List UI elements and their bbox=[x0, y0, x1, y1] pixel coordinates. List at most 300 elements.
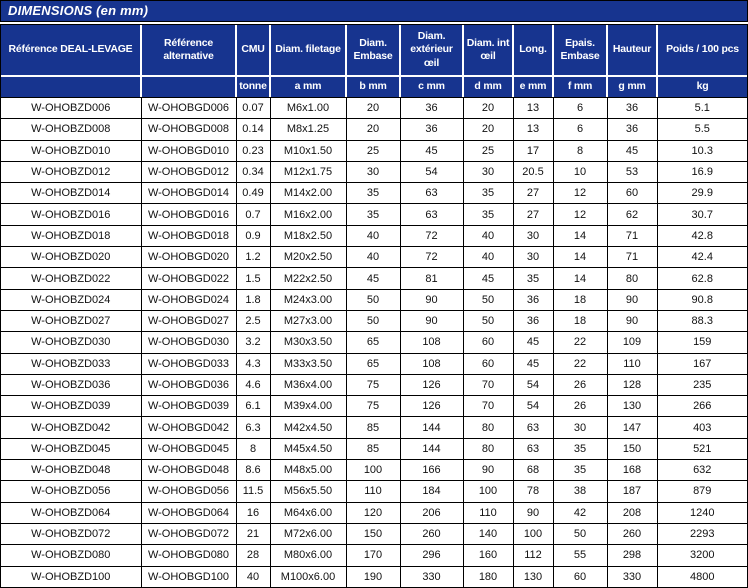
table-row bbox=[1, 417, 747, 438]
value-cell: 22 bbox=[553, 353, 607, 374]
value-cell: 1240 bbox=[657, 502, 747, 523]
value-cell: 206 bbox=[400, 502, 463, 523]
value-cell: 45 bbox=[346, 268, 400, 289]
column-header: Référence DEAL-LEVAGE bbox=[1, 25, 141, 76]
value-cell: 88.3 bbox=[657, 310, 747, 331]
value-cell: 35 bbox=[553, 438, 607, 459]
reference-alt-cell: W-OHOBGD014 bbox=[141, 183, 236, 204]
value-cell: 17 bbox=[513, 140, 553, 161]
value-cell: 144 bbox=[400, 438, 463, 459]
value-cell: 180 bbox=[463, 566, 513, 587]
table-row bbox=[1, 502, 747, 523]
value-cell: 60 bbox=[553, 566, 607, 587]
table-row bbox=[1, 140, 747, 161]
reference-alt-cell: W-OHOBGD100 bbox=[141, 566, 236, 587]
value-cell: 8 bbox=[236, 438, 270, 459]
value-cell: 40 bbox=[463, 247, 513, 268]
value-cell: 90 bbox=[463, 460, 513, 481]
value-cell: 78 bbox=[513, 481, 553, 502]
value-cell: 403 bbox=[657, 417, 747, 438]
value-cell: 100 bbox=[463, 481, 513, 502]
value-cell: 25 bbox=[463, 140, 513, 161]
value-cell: 298 bbox=[607, 545, 657, 566]
value-cell: 20.5 bbox=[513, 161, 553, 182]
value-cell: M16x2.00 bbox=[270, 204, 346, 225]
value-cell: M36x4.00 bbox=[270, 374, 346, 395]
table-title-bar bbox=[0, 0, 748, 22]
value-cell: 36 bbox=[400, 119, 463, 140]
reference-alt-cell: W-OHOBGD033 bbox=[141, 353, 236, 374]
value-cell: 80 bbox=[463, 417, 513, 438]
value-cell: 80 bbox=[607, 268, 657, 289]
value-cell: 30 bbox=[463, 161, 513, 182]
value-cell: 63 bbox=[513, 438, 553, 459]
reference-alt-cell: W-OHOBGD042 bbox=[141, 417, 236, 438]
column-unit-header: kg bbox=[657, 76, 747, 97]
column-unit-header: d mm bbox=[463, 76, 513, 97]
reference-cell: W-OHOBZD006 bbox=[1, 98, 141, 119]
reference-cell: W-OHOBZD080 bbox=[1, 545, 141, 566]
value-cell: M18x2.50 bbox=[270, 225, 346, 246]
value-cell: 6 bbox=[553, 119, 607, 140]
header-unit-row bbox=[1, 76, 747, 97]
value-cell: 20 bbox=[463, 119, 513, 140]
value-cell: 0.49 bbox=[236, 183, 270, 204]
value-cell: 45 bbox=[463, 268, 513, 289]
reference-cell: W-OHOBZD030 bbox=[1, 332, 141, 353]
value-cell: 109 bbox=[607, 332, 657, 353]
value-cell: 6 bbox=[553, 98, 607, 119]
column-unit-header: c mm bbox=[400, 76, 463, 97]
column-header: Diam. extérieur œil bbox=[400, 25, 463, 76]
value-cell: 296 bbox=[400, 545, 463, 566]
value-cell: 130 bbox=[513, 566, 553, 587]
value-cell: 330 bbox=[400, 566, 463, 587]
value-cell: 90 bbox=[513, 502, 553, 523]
value-cell: 13 bbox=[513, 98, 553, 119]
table-row bbox=[1, 289, 747, 310]
reference-cell: W-OHOBZD045 bbox=[1, 438, 141, 459]
value-cell: M45x4.50 bbox=[270, 438, 346, 459]
value-cell: M27x3.00 bbox=[270, 310, 346, 331]
value-cell: 126 bbox=[400, 374, 463, 395]
value-cell: 10 bbox=[553, 161, 607, 182]
value-cell: 11.5 bbox=[236, 481, 270, 502]
reference-cell: W-OHOBZD010 bbox=[1, 140, 141, 161]
reference-alt-cell: W-OHOBGD048 bbox=[141, 460, 236, 481]
value-cell: M22x2.50 bbox=[270, 268, 346, 289]
reference-cell: W-OHOBZD072 bbox=[1, 523, 141, 544]
table-row bbox=[1, 460, 747, 481]
value-cell: 50 bbox=[346, 289, 400, 310]
value-cell: M6x1.00 bbox=[270, 98, 346, 119]
value-cell: 53 bbox=[607, 161, 657, 182]
value-cell: M30x3.50 bbox=[270, 332, 346, 353]
column-header: Diam. int œil bbox=[463, 25, 513, 76]
reference-cell: W-OHOBZD048 bbox=[1, 460, 141, 481]
table-row bbox=[1, 523, 747, 544]
value-cell: 100 bbox=[513, 523, 553, 544]
value-cell: 80 bbox=[463, 438, 513, 459]
value-cell: 36 bbox=[400, 98, 463, 119]
column-header: Diam. filetage bbox=[270, 25, 346, 76]
table-row bbox=[1, 183, 747, 204]
reference-alt-cell: W-OHOBGD045 bbox=[141, 438, 236, 459]
value-cell: 26 bbox=[553, 374, 607, 395]
value-cell: 40 bbox=[346, 247, 400, 268]
value-cell: M20x2.50 bbox=[270, 247, 346, 268]
value-cell: 4.3 bbox=[236, 353, 270, 374]
value-cell: 108 bbox=[400, 353, 463, 374]
reference-alt-cell: W-OHOBGD012 bbox=[141, 161, 236, 182]
value-cell: 30 bbox=[553, 417, 607, 438]
table-row bbox=[1, 438, 747, 459]
reference-alt-cell: W-OHOBGD080 bbox=[141, 545, 236, 566]
value-cell: 8 bbox=[553, 140, 607, 161]
value-cell: 42.4 bbox=[657, 247, 747, 268]
value-cell: 187 bbox=[607, 481, 657, 502]
value-cell: 170 bbox=[346, 545, 400, 566]
value-cell: 521 bbox=[657, 438, 747, 459]
reference-alt-cell: W-OHOBGD039 bbox=[141, 396, 236, 417]
value-cell: M14x2.00 bbox=[270, 183, 346, 204]
value-cell: 55 bbox=[553, 545, 607, 566]
value-cell: 110 bbox=[463, 502, 513, 523]
value-cell: 3200 bbox=[657, 545, 747, 566]
value-cell: M56x5.50 bbox=[270, 481, 346, 502]
value-cell: 20 bbox=[463, 98, 513, 119]
value-cell: 90 bbox=[607, 289, 657, 310]
value-cell: 13 bbox=[513, 119, 553, 140]
table-row bbox=[1, 161, 747, 182]
value-cell: 35 bbox=[513, 268, 553, 289]
column-header: Long. bbox=[513, 25, 553, 76]
value-cell: 4.6 bbox=[236, 374, 270, 395]
value-cell: 110 bbox=[346, 481, 400, 502]
value-cell: 150 bbox=[346, 523, 400, 544]
value-cell: 72 bbox=[400, 225, 463, 246]
value-cell: 90 bbox=[400, 310, 463, 331]
value-cell: 160 bbox=[463, 545, 513, 566]
reference-cell: W-OHOBZD012 bbox=[1, 161, 141, 182]
value-cell: 2293 bbox=[657, 523, 747, 544]
value-cell: M42x4.50 bbox=[270, 417, 346, 438]
value-cell: 632 bbox=[657, 460, 747, 481]
value-cell: 0.07 bbox=[236, 98, 270, 119]
value-cell: 38 bbox=[553, 481, 607, 502]
value-cell: 150 bbox=[607, 438, 657, 459]
table-row bbox=[1, 374, 747, 395]
value-cell: 110 bbox=[607, 353, 657, 374]
reference-cell: W-OHOBZD100 bbox=[1, 566, 141, 587]
reference-cell: W-OHOBZD064 bbox=[1, 502, 141, 523]
value-cell: 35 bbox=[553, 460, 607, 481]
value-cell: 120 bbox=[346, 502, 400, 523]
reference-alt-cell: W-OHOBGD022 bbox=[141, 268, 236, 289]
value-cell: 260 bbox=[400, 523, 463, 544]
value-cell: M24x3.00 bbox=[270, 289, 346, 310]
value-cell: 147 bbox=[607, 417, 657, 438]
value-cell: 40 bbox=[236, 566, 270, 587]
table-row bbox=[1, 332, 747, 353]
column-header: Hauteur bbox=[607, 25, 657, 76]
value-cell: 29.9 bbox=[657, 183, 747, 204]
value-cell: 90.8 bbox=[657, 289, 747, 310]
table-row bbox=[1, 481, 747, 502]
value-cell: 72 bbox=[400, 247, 463, 268]
reference-cell: W-OHOBZD027 bbox=[1, 310, 141, 331]
value-cell: 10.3 bbox=[657, 140, 747, 161]
reference-cell: W-OHOBZD016 bbox=[1, 204, 141, 225]
value-cell: M10x1.50 bbox=[270, 140, 346, 161]
value-cell: 167 bbox=[657, 353, 747, 374]
value-cell: 65 bbox=[346, 353, 400, 374]
value-cell: 5.5 bbox=[657, 119, 747, 140]
table-row bbox=[1, 310, 747, 331]
column-unit-header bbox=[141, 76, 236, 97]
value-cell: 26 bbox=[553, 396, 607, 417]
value-cell: M12x1.75 bbox=[270, 161, 346, 182]
value-cell: 260 bbox=[607, 523, 657, 544]
value-cell: M80x6.00 bbox=[270, 545, 346, 566]
table-row bbox=[1, 545, 747, 566]
column-header: CMU bbox=[236, 25, 270, 76]
value-cell: 54 bbox=[400, 161, 463, 182]
value-cell: 128 bbox=[607, 374, 657, 395]
value-cell: 266 bbox=[657, 396, 747, 417]
value-cell: 50 bbox=[463, 289, 513, 310]
value-cell: 62 bbox=[607, 204, 657, 225]
value-cell: 54 bbox=[513, 374, 553, 395]
value-cell: 27 bbox=[513, 183, 553, 204]
value-cell: 35 bbox=[463, 204, 513, 225]
table-body bbox=[1, 97, 747, 587]
value-cell: M39x4.00 bbox=[270, 396, 346, 417]
value-cell: 22 bbox=[553, 332, 607, 353]
value-cell: 30 bbox=[346, 161, 400, 182]
value-cell: 90 bbox=[400, 289, 463, 310]
value-cell: 18 bbox=[553, 310, 607, 331]
reference-alt-cell: W-OHOBGD016 bbox=[141, 204, 236, 225]
value-cell: 90 bbox=[607, 310, 657, 331]
value-cell: 71 bbox=[607, 247, 657, 268]
value-cell: 30 bbox=[513, 225, 553, 246]
dimensions-table bbox=[0, 24, 748, 588]
value-cell: 0.14 bbox=[236, 119, 270, 140]
value-cell: 140 bbox=[463, 523, 513, 544]
value-cell: 6.1 bbox=[236, 396, 270, 417]
value-cell: 18 bbox=[553, 289, 607, 310]
reference-cell: W-OHOBZD036 bbox=[1, 374, 141, 395]
value-cell: 35 bbox=[346, 183, 400, 204]
column-header: Référence alternative bbox=[141, 25, 236, 76]
value-cell: 62.8 bbox=[657, 268, 747, 289]
reference-alt-cell: W-OHOBGD006 bbox=[141, 98, 236, 119]
value-cell: 40 bbox=[463, 225, 513, 246]
value-cell: 12 bbox=[553, 183, 607, 204]
reference-alt-cell: W-OHOBGD008 bbox=[141, 119, 236, 140]
column-unit-header: g mm bbox=[607, 76, 657, 97]
value-cell: M48x5.00 bbox=[270, 460, 346, 481]
value-cell: 4800 bbox=[657, 566, 747, 587]
value-cell: 2.5 bbox=[236, 310, 270, 331]
value-cell: 1.2 bbox=[236, 247, 270, 268]
reference-cell: W-OHOBZD056 bbox=[1, 481, 141, 502]
table-row bbox=[1, 225, 747, 246]
value-cell: 50 bbox=[463, 310, 513, 331]
value-cell: 159 bbox=[657, 332, 747, 353]
value-cell: 208 bbox=[607, 502, 657, 523]
value-cell: 5.1 bbox=[657, 98, 747, 119]
value-cell: 108 bbox=[400, 332, 463, 353]
value-cell: 1.5 bbox=[236, 268, 270, 289]
reference-cell: W-OHOBZD020 bbox=[1, 247, 141, 268]
value-cell: 35 bbox=[346, 204, 400, 225]
reference-cell: W-OHOBZD033 bbox=[1, 353, 141, 374]
value-cell: 42 bbox=[553, 502, 607, 523]
reference-alt-cell: W-OHOBGD064 bbox=[141, 502, 236, 523]
value-cell: 879 bbox=[657, 481, 747, 502]
reference-alt-cell: W-OHOBGD010 bbox=[141, 140, 236, 161]
reference-alt-cell: W-OHOBGD018 bbox=[141, 225, 236, 246]
value-cell: 50 bbox=[346, 310, 400, 331]
value-cell: 36 bbox=[607, 98, 657, 119]
value-cell: 21 bbox=[236, 523, 270, 544]
value-cell: 68 bbox=[513, 460, 553, 481]
value-cell: M8x1.25 bbox=[270, 119, 346, 140]
value-cell: 112 bbox=[513, 545, 553, 566]
value-cell: 20 bbox=[346, 98, 400, 119]
reference-cell: W-OHOBZD008 bbox=[1, 119, 141, 140]
value-cell: 190 bbox=[346, 566, 400, 587]
value-cell: 70 bbox=[463, 396, 513, 417]
header-label-row bbox=[1, 25, 747, 76]
value-cell: 60 bbox=[463, 332, 513, 353]
value-cell: 36 bbox=[513, 289, 553, 310]
value-cell: M33x3.50 bbox=[270, 353, 346, 374]
column-unit-header bbox=[1, 76, 141, 97]
value-cell: 14 bbox=[553, 247, 607, 268]
reference-alt-cell: W-OHOBGD020 bbox=[141, 247, 236, 268]
reference-alt-cell: W-OHOBGD036 bbox=[141, 374, 236, 395]
value-cell: 27 bbox=[513, 204, 553, 225]
value-cell: 30.7 bbox=[657, 204, 747, 225]
value-cell: 45 bbox=[400, 140, 463, 161]
value-cell: 85 bbox=[346, 438, 400, 459]
table-row bbox=[1, 268, 747, 289]
value-cell: 3.2 bbox=[236, 332, 270, 353]
value-cell: 60 bbox=[463, 353, 513, 374]
value-cell: 0.34 bbox=[236, 161, 270, 182]
value-cell: 0.23 bbox=[236, 140, 270, 161]
value-cell: M64x6.00 bbox=[270, 502, 346, 523]
value-cell: 330 bbox=[607, 566, 657, 587]
table-row bbox=[1, 396, 747, 417]
value-cell: 12 bbox=[553, 204, 607, 225]
value-cell: 126 bbox=[400, 396, 463, 417]
value-cell: 71 bbox=[607, 225, 657, 246]
value-cell: 1.8 bbox=[236, 289, 270, 310]
value-cell: 166 bbox=[400, 460, 463, 481]
value-cell: 100 bbox=[346, 460, 400, 481]
column-unit-header: f mm bbox=[553, 76, 607, 97]
column-unit-header: e mm bbox=[513, 76, 553, 97]
value-cell: 40 bbox=[346, 225, 400, 246]
reference-alt-cell: W-OHOBGD024 bbox=[141, 289, 236, 310]
value-cell: 75 bbox=[346, 396, 400, 417]
reference-cell: W-OHOBZD018 bbox=[1, 225, 141, 246]
value-cell: 63 bbox=[513, 417, 553, 438]
value-cell: 14 bbox=[553, 268, 607, 289]
value-cell: 70 bbox=[463, 374, 513, 395]
value-cell: 35 bbox=[463, 183, 513, 204]
reference-cell: W-OHOBZD014 bbox=[1, 183, 141, 204]
value-cell: 6.3 bbox=[236, 417, 270, 438]
value-cell: 50 bbox=[553, 523, 607, 544]
value-cell: 0.7 bbox=[236, 204, 270, 225]
value-cell: 130 bbox=[607, 396, 657, 417]
column-unit-header: b mm bbox=[346, 76, 400, 97]
value-cell: 36 bbox=[513, 310, 553, 331]
value-cell: 54 bbox=[513, 396, 553, 417]
table-row bbox=[1, 247, 747, 268]
column-header: Poids / 100 pcs bbox=[657, 25, 747, 76]
value-cell: 16.9 bbox=[657, 161, 747, 182]
value-cell: 45 bbox=[513, 332, 553, 353]
value-cell: 8.6 bbox=[236, 460, 270, 481]
reference-alt-cell: W-OHOBGD056 bbox=[141, 481, 236, 502]
table-row bbox=[1, 204, 747, 225]
reference-cell: W-OHOBZD042 bbox=[1, 417, 141, 438]
value-cell: 184 bbox=[400, 481, 463, 502]
table-row bbox=[1, 119, 747, 140]
value-cell: 0.9 bbox=[236, 225, 270, 246]
value-cell: 16 bbox=[236, 502, 270, 523]
value-cell: 36 bbox=[607, 119, 657, 140]
table-title: DIMENSIONS (en mm) bbox=[8, 3, 149, 18]
table-header bbox=[1, 25, 747, 97]
value-cell: 42.8 bbox=[657, 225, 747, 246]
reference-cell: W-OHOBZD039 bbox=[1, 396, 141, 417]
value-cell: 45 bbox=[607, 140, 657, 161]
value-cell: 14 bbox=[553, 225, 607, 246]
value-cell: 20 bbox=[346, 119, 400, 140]
value-cell: 81 bbox=[400, 268, 463, 289]
value-cell: 235 bbox=[657, 374, 747, 395]
value-cell: 65 bbox=[346, 332, 400, 353]
column-unit-header: tonne bbox=[236, 76, 270, 97]
table-row bbox=[1, 98, 747, 119]
value-cell: 63 bbox=[400, 204, 463, 225]
value-cell: 168 bbox=[607, 460, 657, 481]
reference-cell: W-OHOBZD024 bbox=[1, 289, 141, 310]
value-cell: 75 bbox=[346, 374, 400, 395]
value-cell: 28 bbox=[236, 545, 270, 566]
value-cell: 60 bbox=[607, 183, 657, 204]
value-cell: 85 bbox=[346, 417, 400, 438]
value-cell: 144 bbox=[400, 417, 463, 438]
reference-cell: W-OHOBZD022 bbox=[1, 268, 141, 289]
value-cell: M100x6.00 bbox=[270, 566, 346, 587]
reference-alt-cell: W-OHOBGD072 bbox=[141, 523, 236, 544]
value-cell: 25 bbox=[346, 140, 400, 161]
value-cell: M72x6.00 bbox=[270, 523, 346, 544]
reference-alt-cell: W-OHOBGD030 bbox=[141, 332, 236, 353]
reference-alt-cell: W-OHOBGD027 bbox=[141, 310, 236, 331]
column-unit-header: a mm bbox=[270, 76, 346, 97]
value-cell: 45 bbox=[513, 353, 553, 374]
table-row bbox=[1, 353, 747, 374]
